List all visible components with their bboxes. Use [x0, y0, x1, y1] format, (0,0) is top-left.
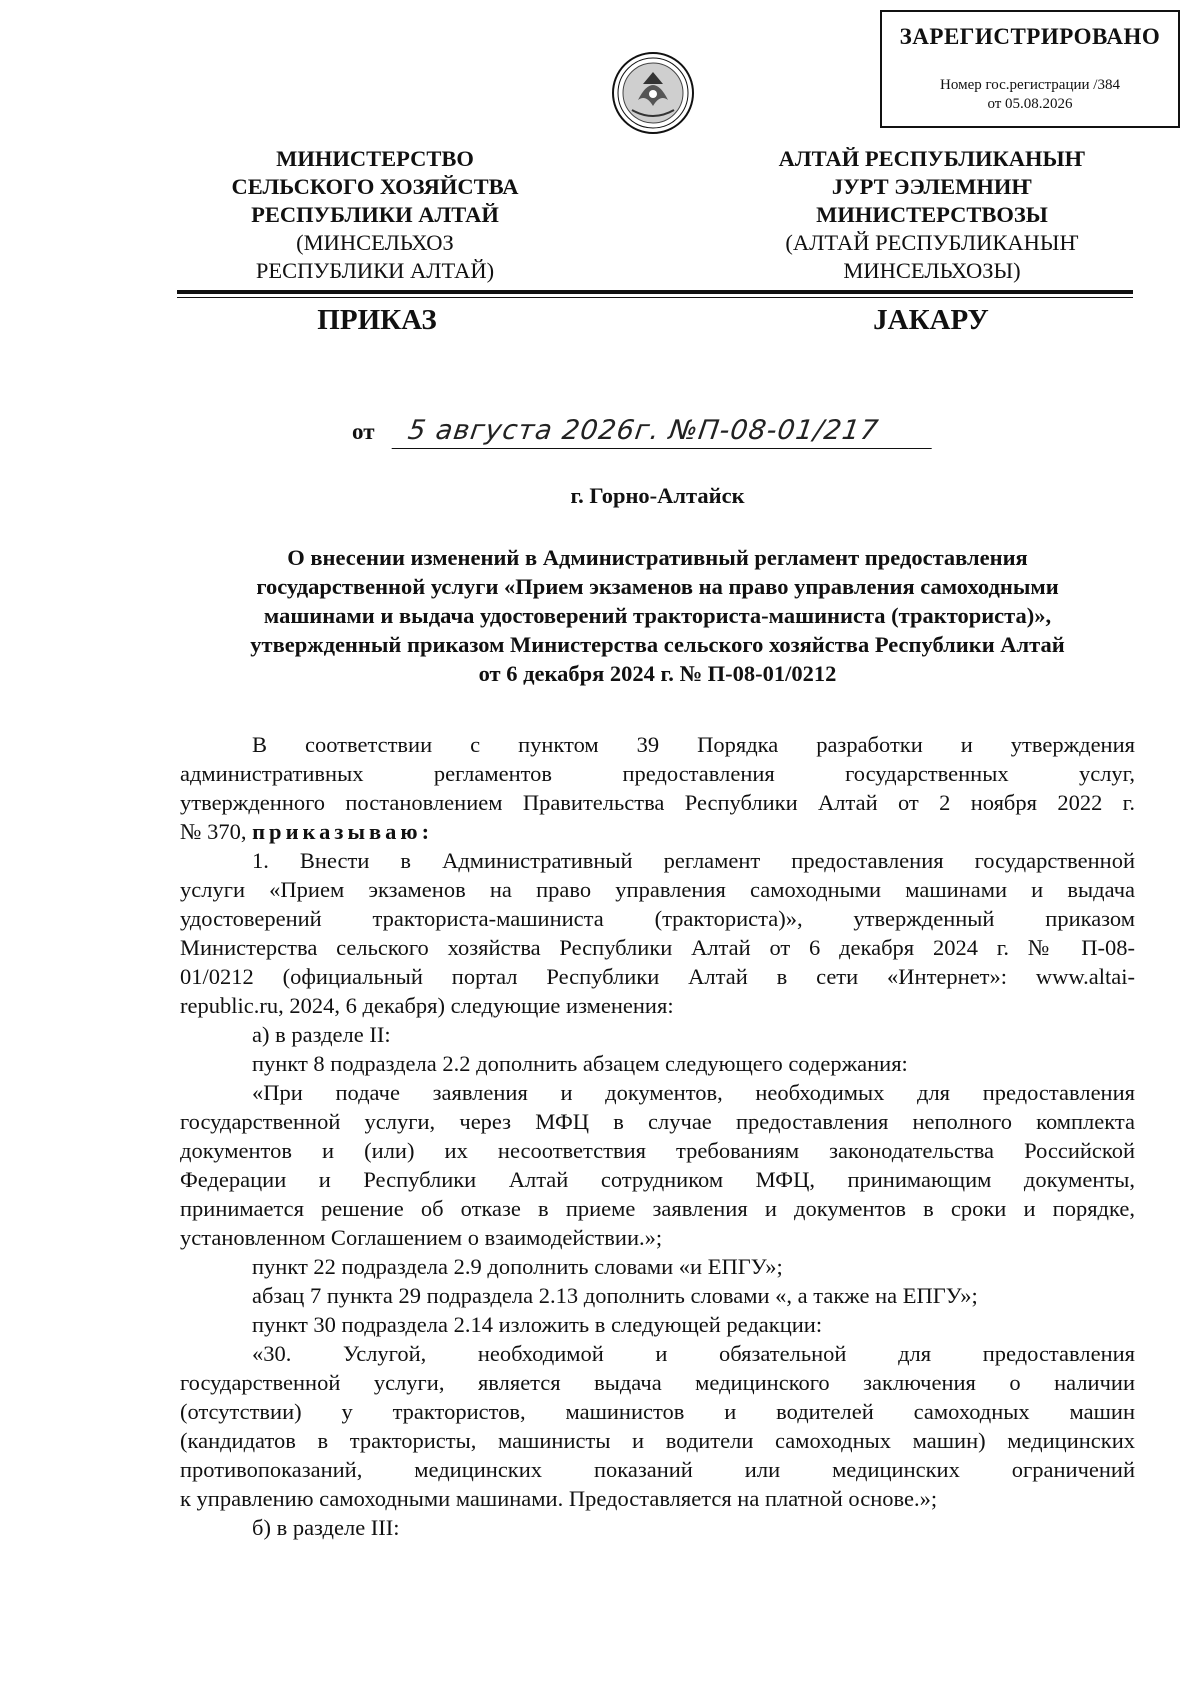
body-line: документов и (или) их несоответствия требованиям законодательства Российской [180, 1138, 1135, 1163]
title-line: утвержденный приказом Министерства сельского хозяйства Республики Алтай [250, 632, 1065, 657]
body-line: установленном Соглашением о взаимодействии.»; [180, 1225, 663, 1250]
body-line: удостоверений тракториста-машиниста (тракториста)», утвержденный приказом [180, 906, 1135, 931]
title-line: О внесении изменений в Административный регламент предоставления [287, 545, 1028, 570]
body-line [180, 817, 1135, 846]
header-right-line: МИНСЕЛЬХОЗЫ) [843, 258, 1021, 283]
header-left-ministry-name [175, 145, 575, 285]
body-line: государственной услуги, через МФЦ в случае предоставления неполного комплекта [180, 1109, 1135, 1134]
body-line: Министерства сельского хозяйства Республики Алтай от 6 декабря 2024 г. № П-08- [180, 935, 1135, 960]
body-line: В соответствии с пунктом 39 Порядка разработки и утверждения [252, 732, 1135, 757]
header-left-line: РЕСПУБЛИКИ АЛТАЙ) [255, 258, 495, 283]
doc-kind-altai: ЈАКАРУ [873, 304, 989, 336]
header-right-line: АЛТАЙ РЕСПУБЛИКАНЫҤ [778, 146, 1086, 171]
body-line: пункт 30 подраздела 2.14 изложить в следующей редакции: [252, 1312, 823, 1337]
title-line: государственной услуги «Прием экзаменов на право управления самоходными [256, 574, 1059, 599]
stamp-title: ЗАРЕГИСТРИРОВАНО [899, 24, 1161, 49]
city: г. Горно-Алтайск [570, 483, 745, 508]
body-line: противопоказаний, медицинских показаний или медицинских ограничений [180, 1457, 1135, 1482]
header-right-line: ЈУРТ ЭЭЛЕМНИҤ [831, 174, 1033, 199]
order-number-ref: № 370, [180, 819, 253, 844]
header-divider-thin [177, 297, 1133, 298]
body-line: пункт 22 подраздела 2.9 дополнить словами «и ЕПГУ»; [252, 1254, 783, 1279]
header-divider [177, 290, 1133, 294]
body-line: административных регламентов предоставления государственных услуг, [180, 761, 1135, 786]
title-line: от 6 декабря 2024 г. № П-08-01/0212 [478, 661, 837, 686]
body-line: а) в разделе II: [252, 1022, 391, 1047]
body-line: 1. Внести в Административный регламент предоставления государственной [252, 848, 1135, 873]
body-line: Федерации и Республики Алтай сотрудником МФЦ, принимающим документы, [180, 1167, 1135, 1192]
doc-kind-russian: ПРИКАЗ [317, 304, 437, 336]
header-left-line: МИНИСТЕРСТВО [276, 146, 474, 171]
body-line: абзац 7 пункта 29 подраздела 2.13 дополнить словами «, а также на ЕПГУ»; [252, 1283, 978, 1308]
body-line: б) в разделе III: [252, 1515, 400, 1540]
body-line: услуги «Прием экзаменов на право управления самоходными машинами и выдача [180, 877, 1135, 902]
header-left-line: (МИНСЕЛЬХОЗ [296, 230, 454, 255]
body-line: пункт 8 подраздела 2.2 дополнить абзацем следующего содержания: [252, 1051, 908, 1076]
stamp-reg-number: Номер гос.регистрации /384 [940, 77, 1120, 93]
date-number-line [352, 415, 972, 455]
stamp-reg-date: от 05.08.2026 [987, 96, 1073, 112]
document-title [180, 543, 1135, 688]
title-line: машинами и выдача удостоверений тракториста-машиниста (тракториста)», [263, 603, 1052, 628]
body-line: государственной услуги, является выдача медицинского заключения о наличии [180, 1370, 1135, 1395]
header-left-line: СЕЛЬСКОГО ХОЗЯЙСТВА [231, 174, 519, 199]
body-line: republic.ru, 2024, 6 декабря) следующие изменения: [180, 993, 674, 1018]
header-right-line: (АЛТАЙ РЕСПУБЛИКАНЫҤ [785, 230, 1079, 255]
body-line: принимается решение об отказе в приеме заявления и документов в сроки и порядке, [180, 1196, 1135, 1221]
body-line: (отсутствии) у трактористов, машинистов и водителей самоходных машин [180, 1399, 1135, 1424]
header-right-ministry-name [732, 145, 1132, 285]
coat-of-arms-icon [610, 50, 696, 136]
body-line: 01/0212 (официальный портал Республики Алтай в сети «Интернет»: www.altai- [180, 964, 1135, 989]
body-line: утвержденного постановлением Правительства Республики Алтай от 2 ноября 2022 г. [180, 790, 1135, 815]
body-line: «30. Услугой, необходимой и обязательной для предоставления [252, 1341, 1135, 1366]
header-right-line: МИНИСТЕРСТВОЗЫ [816, 202, 1048, 227]
handwritten-date-number: 5 августа 2026г. №П-08-01/217 [392, 415, 937, 449]
body-line: «При подаче заявления и документов, необходимых для предоставления [252, 1080, 1135, 1105]
registration-stamp [880, 10, 1180, 128]
body-line: к управлению самоходными машинами. Предоставляется на платной основе.»; [180, 1486, 938, 1511]
document-body [180, 730, 1135, 1542]
header-left-line: РЕСПУБЛИКИ АЛТАЙ [251, 202, 499, 227]
date-prefix: от [352, 419, 375, 444]
body-line: (кандидатов в трактористы, машинисты и водители самоходных машин) медицинских [180, 1428, 1135, 1453]
order-keyword: приказываю: [252, 819, 434, 844]
